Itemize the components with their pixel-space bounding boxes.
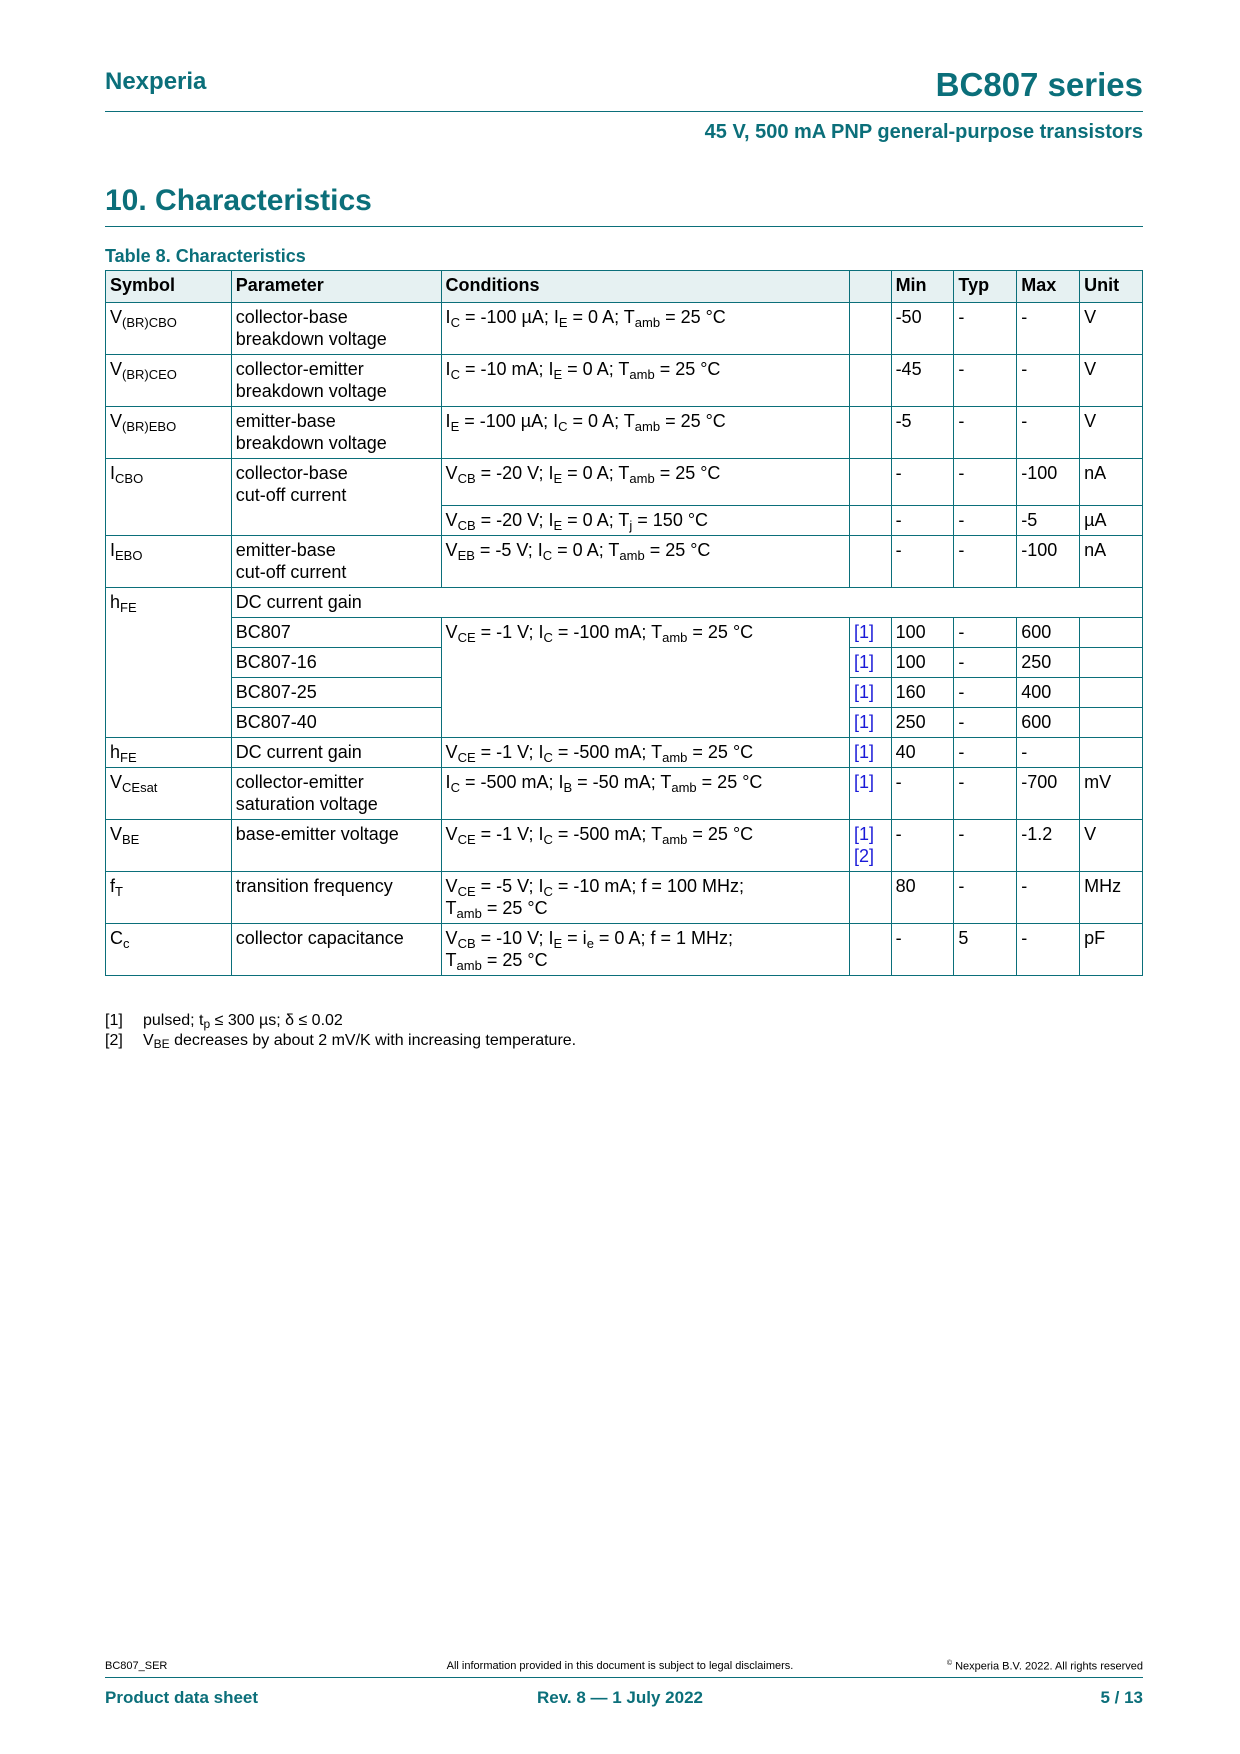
table-header-row — [106, 271, 1143, 303]
subscript: E — [558, 315, 568, 330]
cell-typ: - — [954, 872, 1017, 924]
section-divider — [105, 226, 1143, 227]
cell-typ: - — [954, 738, 1017, 768]
cell-min: 160 — [891, 678, 954, 708]
subscript: amb — [629, 367, 655, 382]
cell-symbol: $I_{EBO}$ — [106, 536, 232, 588]
subscript: E — [553, 367, 563, 382]
table-row — [106, 924, 1143, 976]
cell-max: - — [1017, 738, 1080, 768]
cell-min: -45 — [891, 355, 954, 407]
cell-min: -5 — [891, 407, 954, 459]
subscript: C — [543, 884, 553, 899]
cell-conditions: $I_C = -500$ mA; $I_B = -50$ mA; $T_{amb} = 25$ °C — [441, 768, 850, 820]
footnote — [105, 1031, 576, 1051]
cell-unit — [1080, 738, 1143, 768]
table-row — [106, 355, 1143, 407]
table-row — [106, 588, 1143, 618]
table-row — [106, 303, 1143, 355]
cell-conditions: $V_{EB} = -5$ V; $I_C = 0$ A; $T_{amb} = 25$ °C — [441, 536, 850, 588]
cell-typ: - — [954, 618, 1017, 648]
subscript: CBO — [115, 471, 144, 486]
characteristics-table — [105, 270, 1143, 976]
cell-max: -5 — [1017, 506, 1080, 536]
subscript: BE — [153, 1037, 170, 1051]
footnote-text: pulsed; $t_p \le 300$ µs; δ ≤ 0.02 — [143, 1012, 343, 1031]
subscript: C — [543, 832, 553, 847]
cell-parameter: collector-emitter saturation voltage — [231, 768, 441, 820]
cell-note — [850, 355, 892, 407]
subscript: C — [450, 315, 460, 330]
cell-conditions: $V_{CB} = -10$ V; $I_E = i_e = 0$ A; f = 1 MHz; $T_{amb} = 25$ °C — [441, 924, 850, 976]
cell-max: - — [1017, 303, 1080, 355]
cell-typ: - — [954, 355, 1017, 407]
table-row — [106, 536, 1143, 588]
cell-parameter: emitter-base cut-off current — [231, 536, 441, 588]
subscript: amb — [619, 548, 645, 563]
cell-max: - — [1017, 355, 1080, 407]
table-row — [106, 407, 1143, 459]
cell-unit: µA — [1080, 506, 1143, 536]
cell-symbol: $C_c$ — [106, 924, 232, 976]
cell-unit — [1080, 708, 1143, 738]
cell-note — [850, 536, 892, 588]
cell-parameter: BC807-25 — [231, 678, 441, 708]
cell-parameter: BC807-40 — [231, 708, 441, 738]
subscript: CE — [457, 884, 476, 899]
cell-max: -100 — [1017, 459, 1080, 506]
cell-unit: nA — [1080, 459, 1143, 506]
cell-typ: - — [954, 648, 1017, 678]
cell-note: [1] — [850, 648, 892, 678]
cell-parameter-group: DC current gain — [231, 588, 1142, 618]
subscript: amb — [662, 750, 688, 765]
subscript: c — [123, 936, 130, 951]
subscript: (BR)CEO — [122, 367, 177, 382]
subscript: e — [586, 936, 594, 951]
footer-doc-id: BC807_SER — [105, 1660, 168, 1672]
cell-parameter: DC current gain — [231, 738, 441, 768]
cell-min: - — [891, 768, 954, 820]
cell-max: - — [1017, 872, 1080, 924]
col-header-symbol: Symbol — [106, 271, 232, 303]
subscript: E — [553, 936, 563, 951]
cell-max: - — [1017, 924, 1080, 976]
cell-parameter: collector-base breakdown voltage — [231, 303, 441, 355]
cell-unit — [1080, 648, 1143, 678]
cell-unit: MHz — [1080, 872, 1143, 924]
cell-note: [1] — [850, 768, 892, 820]
cell-max: -1.2 — [1017, 820, 1080, 872]
cell-note — [850, 506, 892, 536]
cell-min: 100 — [891, 648, 954, 678]
subscript: p — [203, 1017, 211, 1031]
cell-conditions: $V_{CB} = -20$ V; $I_E = 0$ A; $T_j = 150$ °C — [441, 506, 850, 536]
cell-parameter: collector-emitter breakdown voltage — [231, 355, 441, 407]
footer-legal-notice: All information provided in this document is subject to legal disclaimers. — [446, 1660, 794, 1672]
table-caption: Table 8. Characteristics — [105, 246, 306, 266]
subscript: B — [563, 780, 573, 795]
subscript: T — [115, 884, 123, 899]
table-row — [106, 459, 1143, 506]
subscript: C — [558, 419, 568, 434]
subscript: (BR)CBO — [122, 315, 177, 330]
cell-note: [1] [2] — [850, 820, 892, 872]
cell-max: 400 — [1017, 678, 1080, 708]
footer-page-number: 5 / 13 — [1100, 1688, 1143, 1707]
subscript: amb — [456, 958, 482, 973]
cell-unit — [1080, 678, 1143, 708]
cell-conditions: $V_{CB} = -20$ V; $I_E = 0$ A; $T_{amb} = 25$ °C — [441, 459, 850, 506]
cell-conditions: $V_{CE} = -1$ V; $I_C = -500$ mA; $T_{amb} = 25$ °C — [441, 738, 850, 768]
cell-min: 100 — [891, 618, 954, 648]
table-row — [106, 872, 1143, 924]
header-divider — [105, 111, 1143, 112]
subscript: CE — [457, 630, 476, 645]
cell-typ: - — [954, 536, 1017, 588]
cell-symbol: $f_T$ — [106, 872, 232, 924]
cell-note — [850, 407, 892, 459]
document-subtitle: 45 V, 500 mA PNP general-purpose transistors — [704, 121, 1143, 143]
subscript: C — [543, 630, 553, 645]
cell-min: - — [891, 820, 954, 872]
subscript: amb — [662, 832, 688, 847]
subscript: C — [542, 548, 553, 563]
cell-typ: - — [954, 768, 1017, 820]
col-header-min: Min — [891, 271, 954, 303]
copyright-text: Nexperia B.V. 2022. All rights reserved — [952, 1660, 1143, 1673]
cell-unit: V — [1080, 407, 1143, 459]
cell-unit — [1080, 618, 1143, 648]
footer-divider — [105, 1677, 1143, 1678]
subscript: CE — [457, 832, 476, 847]
subscript: C — [450, 367, 460, 382]
cell-max: -100 — [1017, 536, 1080, 588]
subscript: amb — [456, 906, 482, 921]
cell-parameter: BC807-16 — [231, 648, 441, 678]
cell-typ: - — [954, 407, 1017, 459]
cell-conditions: $V_{CE} = -5$ V; $I_C = -10$ mA; f = 100 MHz; $T_{amb} = 25$ °C — [441, 872, 850, 924]
cell-min: 40 — [891, 738, 954, 768]
table-row — [106, 768, 1143, 820]
cell-typ: - — [954, 303, 1017, 355]
footer-document-type: Product data sheet — [105, 1688, 259, 1707]
cell-note — [850, 459, 892, 506]
subscript: BE — [122, 832, 140, 847]
cell-symbol: $V_{(BR)CBO}$ — [106, 303, 232, 355]
cell-unit: nA — [1080, 536, 1143, 588]
col-header-parameter: Parameter — [231, 271, 441, 303]
cell-typ: - — [954, 678, 1017, 708]
cell-min: 80 — [891, 872, 954, 924]
cell-parameter: collector capacitance — [231, 924, 441, 976]
subscript: E — [450, 419, 460, 434]
subscript: E — [553, 518, 563, 533]
cell-min: - — [891, 536, 954, 588]
subscript: amb — [634, 419, 661, 434]
col-header-note — [850, 271, 892, 303]
subscript: amb — [629, 471, 655, 486]
footnote-text: $V_{BE}$ decreases by about 2 mV/K with increasing temperature. — [143, 1032, 577, 1051]
cell-min: 250 — [891, 708, 954, 738]
cell-typ: 5 — [954, 924, 1017, 976]
cell-min: - — [891, 924, 954, 976]
document-series-title: BC807 series — [935, 66, 1143, 103]
footnotes — [105, 1011, 576, 1051]
cell-note: [1] — [850, 708, 892, 738]
cell-symbol: $I_{CBO}$ — [106, 459, 232, 536]
table-row — [106, 820, 1143, 872]
cell-note: [1] — [850, 738, 892, 768]
cell-min: - — [891, 459, 954, 506]
footer-revision: Rev. 8 — 1 July 2022 — [536, 1688, 703, 1707]
subscript: EB — [457, 548, 475, 563]
table-row — [106, 618, 1143, 648]
subscript: CE — [457, 750, 476, 765]
section-title: 10. Characteristics — [105, 184, 372, 217]
cell-note: [1] — [850, 678, 892, 708]
subscript: amb — [634, 315, 661, 330]
cell-typ: - — [954, 459, 1017, 506]
cell-unit: V — [1080, 355, 1143, 407]
subscript: amb — [662, 630, 688, 645]
cell-note: [1] — [850, 618, 892, 648]
subscript: EBO — [115, 548, 143, 563]
cell-min: -50 — [891, 303, 954, 355]
cell-max: 600 — [1017, 708, 1080, 738]
brand-name: Nexperia — [105, 68, 207, 95]
cell-parameter: collector-base cut-off current — [231, 459, 441, 536]
subscript: CB — [457, 936, 476, 951]
subscript: CB — [457, 518, 476, 533]
cell-typ: - — [954, 820, 1017, 872]
cell-max: 600 — [1017, 618, 1080, 648]
cell-typ: - — [954, 708, 1017, 738]
footnote — [105, 1011, 576, 1031]
subscript: j — [629, 518, 633, 533]
cell-max: 250 — [1017, 648, 1080, 678]
table-row — [106, 738, 1143, 768]
cell-note — [850, 303, 892, 355]
cell-unit: V — [1080, 303, 1143, 355]
cell-unit: pF — [1080, 924, 1143, 976]
col-header-typ: Typ — [954, 271, 1017, 303]
cell-min: - — [891, 506, 954, 536]
subscript: amb — [671, 780, 697, 795]
cell-note — [850, 872, 892, 924]
cell-max: -700 — [1017, 768, 1080, 820]
cell-symbol: $V_{(BR)CEO}$ — [106, 355, 232, 407]
cell-note — [850, 924, 892, 976]
cell-conditions: $I_E = -100$ µA; $I_C = 0$ A; $T_{amb} = 25$ °C — [441, 407, 850, 459]
copyright-mark: © — [946, 1660, 953, 1667]
footnote-label: [1] — [105, 1012, 123, 1029]
cell-parameter: transition frequency — [231, 872, 441, 924]
cell-typ: - — [954, 506, 1017, 536]
cell-conditions: $V_{CE} = -1$ V; $I_C = -500$ mA; $T_{amb} = 25$ °C — [441, 820, 850, 872]
cell-unit: V — [1080, 820, 1143, 872]
cell-conditions: $I_C = -100$ µA; $I_E = 0$ A; $T_{amb} = 25$ °C — [441, 303, 850, 355]
subscript: FE — [120, 750, 137, 765]
subscript: CB — [457, 471, 476, 486]
cell-symbol: $V_{CEsat}$ — [106, 768, 232, 820]
cell-parameter: base-emitter voltage — [231, 820, 441, 872]
cell-symbol: $V_{BE}$ — [106, 820, 232, 872]
cell-unit: mV — [1080, 768, 1143, 820]
footer-copyright — [947, 1660, 1143, 1673]
cell-conditions: $I_C = -10$ mA; $I_E = 0$ A; $T_{amb} = 25$ °C — [441, 355, 850, 407]
cell-symbol: $h_{FE}$ — [106, 588, 232, 738]
subscript: C — [543, 750, 553, 765]
footnote-label: [2] — [105, 1032, 123, 1049]
subscript: CEsat — [122, 780, 158, 795]
subscript: C — [450, 780, 460, 795]
cell-parameter: BC807 — [231, 618, 441, 648]
col-header-max: Max — [1017, 271, 1080, 303]
cell-max: - — [1017, 407, 1080, 459]
cell-parameter: emitter-base breakdown voltage — [231, 407, 441, 459]
subscript: E — [553, 471, 563, 486]
cell-symbol: $h_{FE}$ — [106, 738, 232, 768]
cell-conditions: $V_{CE} = -1$ V; $I_C = -100$ mA; $T_{amb} = 25$ °C — [441, 618, 850, 738]
subscript: FE — [120, 600, 137, 615]
subscript: (BR)EBO — [122, 419, 177, 434]
col-header-unit: Unit — [1080, 271, 1143, 303]
cell-symbol: $V_{(BR)EBO}$ — [106, 407, 232, 459]
col-header-conditions: Conditions — [441, 271, 850, 303]
